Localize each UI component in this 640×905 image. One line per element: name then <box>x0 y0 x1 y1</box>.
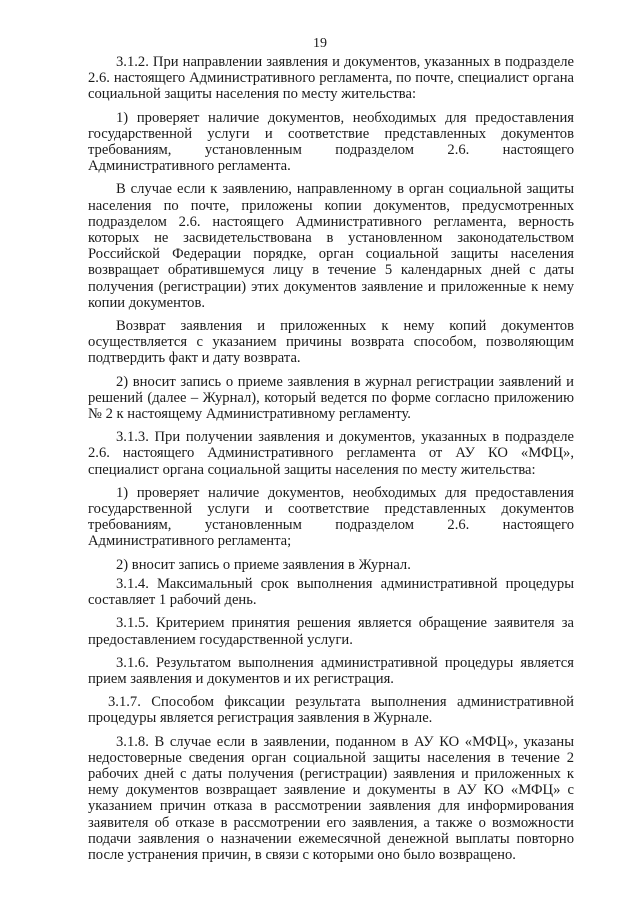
paragraph-3-1-2-item-2: 2) вносит запись о приеме заявления в журнал регистрации заявлений и решений (далее – Журнал), который ведется по форме согласно приложению № 2 к настоящему Административному регламенту. <box>88 373 574 423</box>
paragraph-3-1-6: 3.1.6. Результатом выполнения административной процедуры является прием заявления и документов и их регистрация. <box>88 654 574 687</box>
paragraph-3-1-8: 3.1.8. В случае если в заявлении, поданном в АУ КО «МФЦ», указаны недостоверные сведения орган социальной защиты населения в течение 2 рабочих дней с даты получения (регистрации) заявления и приложенных к нему документов возвращает заявление и документы в АУ КО «МФЦ» с указанием причин отказа в рассмотрении заявления для информирования заявителя об отказе в рассмотрении его заявления, а также о возможности подачи заявления о назначении ежемесячной денежной выплаты повторно после устранения причин, в связи с которыми оно было возвращено. <box>88 733 574 863</box>
paragraph-3-1-2-item-1: 1) проверяет наличие документов, необходимых для предоставления государственной услуги и соответствие представленных документов требованиям, установленным подразделом 2.6. настоящего Административного регламента. <box>88 109 574 175</box>
paragraph-3-1-3: 3.1.3. При получении заявления и документов, указанных в подразделе 2.6. настоящего Административного регламента от АУ КО «МФЦ», специалист органа социальной защиты населения по месту жительства: <box>88 429 574 478</box>
paragraph-3-1-3-item-1: 1) проверяет наличие документов, необходимых для предоставления государственной услуги и соответствие представленных документов требованиям, установленным подразделом 2.6. настоящего Административного регламента; <box>88 484 574 550</box>
paragraph-return-method: Возврат заявления и приложенных к нему копий документов осуществляется с указанием причины возврата способом, позволяющим подтвердить факт и дату возврата. <box>88 318 574 367</box>
paragraph-3-1-5: 3.1.5. Критерием принятия решения является обращение заявителя за предоставлением государственной услуги. <box>88 615 574 648</box>
paragraph-copies-return: В случае если к заявлению, направленному в орган социальной защиты населения по почте, приложены копии документов, предусмотренных подразделом 2.6. настоящего Административного регламента, верность которых не засвидетельствована в установленном законодательством Российской Федерации порядке, орган социальной защиты населения возвращает обратившемуся лицу в течение 5 календарных дней с даты получения (регистрации) этих документов заявление и приложенные к нему копии документов. <box>88 181 574 311</box>
paragraph-3-1-4: 3.1.4. Максимальный срок выполнения административной процедуры составляет 1 рабочий день. <box>88 575 574 609</box>
paragraph-3-1-2: 3.1.2. При направлении заявления и документов, указанных в подразделе 2.6. настоящего Административного регламента, по почте, специалист органа социальной защиты населения по месту жительства: <box>88 54 574 103</box>
page-number: 19 <box>313 36 327 51</box>
paragraph-3-1-3-item-2: 2) вносит запись о приеме заявления в Журнал. <box>116 556 411 573</box>
paragraph-3-1-7: 3.1.7. Способом фиксации результата выполнения административной процедуры является регистрация заявления в Журнале. <box>88 694 574 727</box>
document-body <box>88 54 574 870</box>
